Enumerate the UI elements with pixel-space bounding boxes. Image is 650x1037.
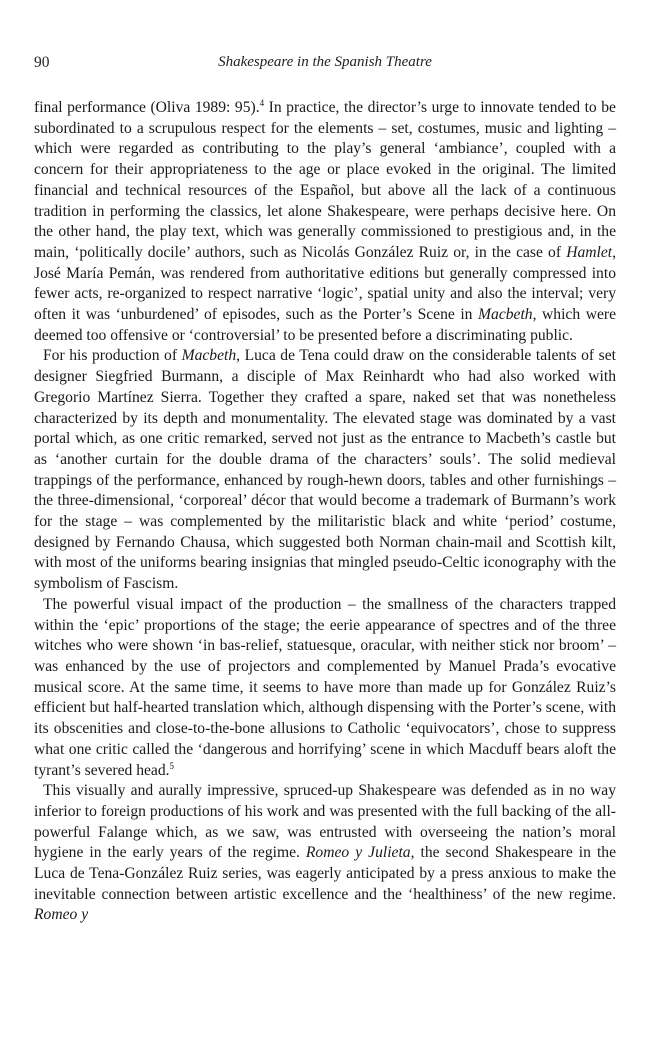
text-run: The powerful visual impact of the production – the smallness of the characters trapped within the ‘epic’ proportions of the stage; the eerie appearance of spectres and of the three witches who were shown ‘in bas-relief, statuesque, oracular, with neither stick nor broom’ – was enhanced by the use of projectors and complemented by Manuel Prada’s evocative musical score. At the same time, it seems to have more than made up for González Ruiz’s efficient but half-hearted translation which, although dispensing with the Porter’s scene, with its obscenities and close-to-the-bone allusions to Catholic ‘equivocators’, chose to suppress what one critic called the ‘dangerous and horrifying’ scene in which Macduff bears aloft the tyrant’s severed head. [34,595,616,779]
page-header [34,54,616,80]
text-run: final performance (Oliva 1989: 95). [34,99,260,116]
text-run: , which were deemed too offensive or ‘controversial’ to be presented before a discriminating public. [34,306,616,344]
paragraph [34,595,616,781]
text-run: In practice, the director’s urge to innovate tended to be subordinated to a scrupulous respect for the elements – set, costumes, music and lighting – which were regarded as contributing to the play’s general ‘ambiance’, coupled with a concern for their appropriateness to the age or place evoked in the original. The limited financial and technical resources of the Español, but above all the lack of a continuous tradition in performing the classics, let alone Shakespeare, were perhaps decisive here. On the other hand, the play text, which was generally commissioned to prestigious and, in the main, ‘politically docile’ authors, such as Nicolás González Ruiz or, in the case of [34,99,616,261]
italic-title: Macbeth [478,306,533,324]
text-run: This visually and aurally impressive, spruced-up Shakespeare was defended as in no way inferior to foreign productions of his work and was presented with the full backing of the all-powerful Falange which, as we saw, was entrusted with overseeing the nation’s moral hygiene in the early years of the regime. [34,782,616,862]
paragraph [34,346,616,594]
italic-title: Macbeth [181,347,237,365]
paragraph [34,781,616,926]
italic-title: Romeo y [34,906,89,924]
footnote-marker[interactable]: 4 [259,98,265,108]
body-text [34,98,616,926]
text-run: , José María Pemán, was rendered from authoritative editions but generally compressed into fewer acts, re-organized to respect narrative ‘logic’, spatial unity and also the interval; very often it was ‘unburdened’ of episodes, such as the Porter’s Scene in [34,243,616,324]
page-number: 90 [34,54,50,71]
running-title: Shakespeare in the Spanish Theatre [218,54,432,70]
text-run: For his production of [43,347,182,365]
text-run: , Luca de Tena could draw on the considerable talents of set designer Siegfried Burmann, a disciple of Max Reinhardt who had also worked with Gregorio Martínez Sierra. Together they crafted a spare, naked set that was nonetheless characterized by its depth and monumentality. The elevated stage was dominated by a vast portal which, as one critic remarked, served not just as the entrance to Macbeth’s castle but as ‘another curtain for the double drama of the characters’ souls’. The solid medieval trappings of the performance, enhanced by rough-hewn doors, tables and other furnishings – the three-dimensional, ‘corporeal’ décor that would become a trademark of Burmann’s work for the stage – was complemented by the militaristic black and white ‘period’ costume, designed by Fernando Chausa, which suggested both Norman chain-mail and Scottish kilt, with most of the uniforms bearing insignias that mingled pseudo-Celtic iconography with the symbolism of Fascism. [34,347,616,593]
italic-title: Hamlet [566,243,613,261]
footnote-marker[interactable]: 5 [169,760,175,771]
italic-title: Romeo y Julieta [305,844,411,862]
book-page [34,54,616,926]
text-run: , the second Shakespeare in the Luca de Tena-González Ruiz series, was eagerly anticipated by a press anxious to make the inevitable connection between artistic excellence and the ‘healthiness’ of the new regime. [34,844,616,903]
paragraph [34,98,616,346]
